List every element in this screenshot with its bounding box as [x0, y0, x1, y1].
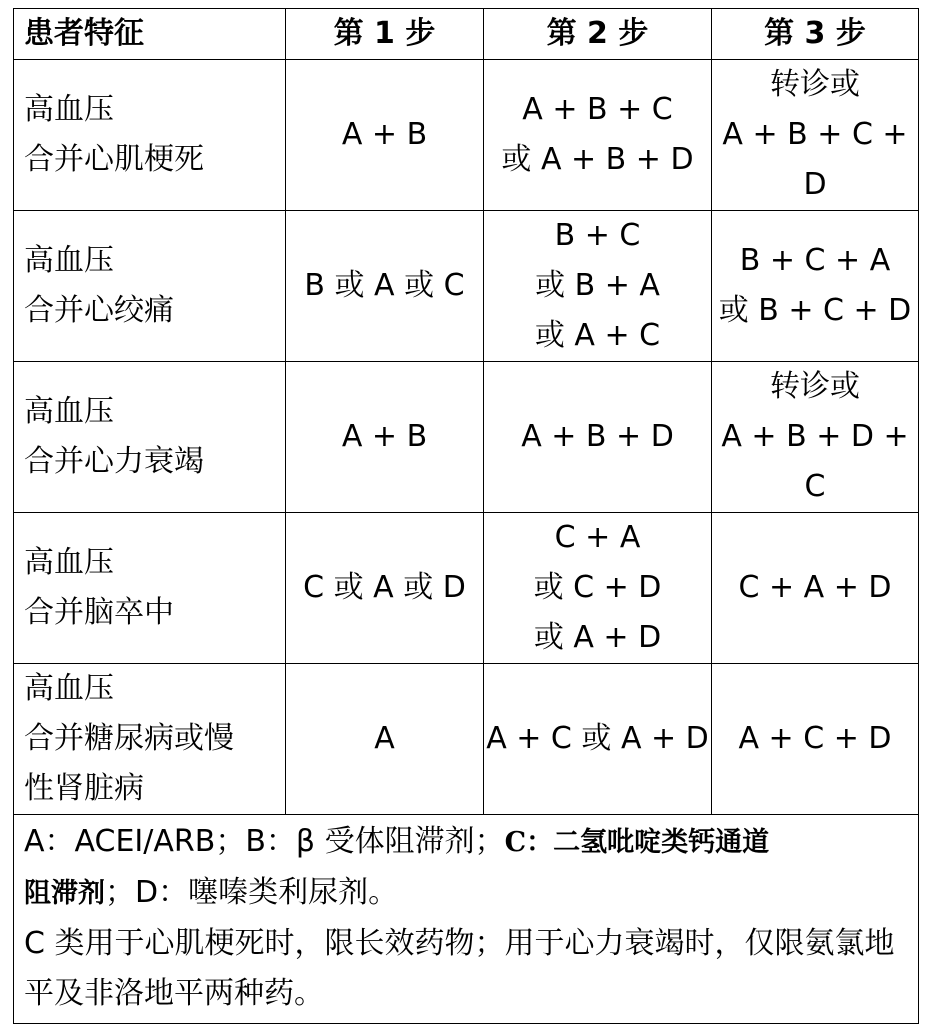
condition-line: 合并心肌梗死: [24, 142, 204, 177]
step3-cell: [712, 513, 919, 664]
condition-line: 合并糖尿病或慢: [24, 721, 234, 756]
condition-line: 性肾脏病: [24, 771, 144, 806]
note-remark: C 类用于心肌梗死时，限长效药物；用于心力衰竭时，仅限氨氯地平及非洛地平两种药。: [24, 926, 895, 1011]
regimen-line: 或 A + C: [534, 318, 661, 353]
note-c-definition-2: 阻滞剂: [24, 878, 105, 909]
step2-cell: [484, 513, 712, 664]
step3-cell: [712, 60, 919, 211]
table-row: [14, 664, 919, 815]
condition-cell: [14, 664, 286, 815]
condition-line: 合并心绞痛: [24, 293, 174, 328]
regimen-line: 或 A + D: [533, 620, 662, 655]
condition-line: 高血压: [24, 671, 114, 706]
note-c-label: C：: [504, 827, 554, 858]
step2-cell: [484, 664, 712, 815]
condition-line: 合并心力衰竭: [24, 444, 204, 479]
regimen-line: A + C + D: [738, 721, 892, 756]
regimen-line: A + B: [341, 117, 428, 152]
header-row: [14, 9, 919, 60]
step1-cell: [286, 60, 484, 211]
regimen-line: 转诊或: [770, 369, 860, 404]
regimen-line: C 或 A 或 D: [303, 570, 466, 605]
step1-cell: [286, 362, 484, 513]
regimen-line: 或 A + B + D: [501, 142, 694, 177]
header-step-3: 第 3 步: [712, 9, 919, 60]
regimen-line: A: [374, 721, 395, 756]
header-step-1: 第 1 步: [286, 9, 484, 60]
table-row: [14, 60, 919, 211]
step2-cell: [484, 60, 712, 211]
condition-line: 高血压: [24, 92, 114, 127]
step1-cell: [286, 513, 484, 664]
regimen-line: A + B: [341, 419, 428, 454]
header-patient-features: 患者特征: [14, 9, 286, 60]
step3-cell: [712, 362, 919, 513]
notes-row: [14, 815, 919, 1024]
regimen-line: 或 B + C + D: [718, 293, 912, 328]
notes-cell: [14, 815, 919, 1024]
condition-cell: [14, 211, 286, 362]
regimen-line: 转诊或: [770, 67, 860, 102]
regimen-line: 或 C + D: [533, 570, 662, 605]
condition-line: 合并脑卒中: [24, 595, 174, 630]
regimen-line: C + A: [554, 520, 641, 555]
regimen-line: A + B + C + D: [722, 117, 908, 202]
note-b-definition: B：β 受体阻滞剂；: [245, 824, 505, 859]
step2-cell: [484, 211, 712, 362]
condition-cell: [14, 60, 286, 211]
table-row: [14, 362, 919, 513]
note-c-definition-1: 二氢吡啶类钙通道: [553, 827, 770, 858]
regimen-line: B + C + A: [739, 243, 891, 278]
table-row: [14, 513, 919, 664]
step3-cell: [712, 211, 919, 362]
step1-cell: [286, 664, 484, 815]
treatment-table: [13, 8, 919, 1024]
header-step-2: 第 2 步: [484, 9, 712, 60]
condition-cell: [14, 513, 286, 664]
condition-line: 高血压: [24, 394, 114, 429]
regimen-line: A + B + D + C: [721, 419, 909, 504]
regimen-line: B 或 A 或 C: [304, 268, 465, 303]
regimen-line: A + B + C: [522, 92, 673, 127]
note-d-definition: ；D：噻嗪类利尿剂。: [105, 875, 399, 910]
regimen-line: A + B + D: [521, 419, 674, 454]
condition-cell: [14, 362, 286, 513]
regimen-line: A + C 或 A + D: [486, 721, 709, 756]
step2-cell: [484, 362, 712, 513]
regimen-line: 或 B + A: [535, 268, 660, 303]
regimen-line: B + C: [554, 218, 641, 253]
regimen-line: C + A + D: [738, 570, 892, 605]
step1-cell: [286, 211, 484, 362]
condition-line: 高血压: [24, 545, 114, 580]
condition-line: 高血压: [24, 243, 114, 278]
table-row: [14, 211, 919, 362]
note-a-definition: A：ACEI/ARB；: [24, 824, 246, 859]
step3-cell: [712, 664, 919, 815]
